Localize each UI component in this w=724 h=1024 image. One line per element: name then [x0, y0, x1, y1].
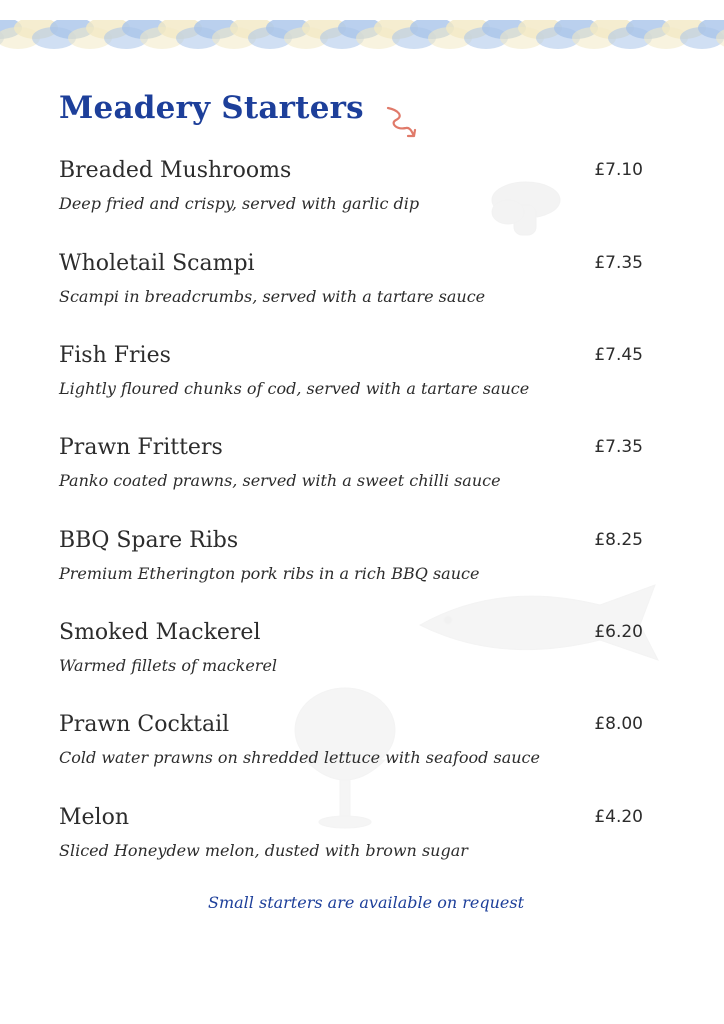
item-price: £6.20	[594, 622, 643, 642]
item-description: Scampi in breadcrumbs, served with a tartare sauce	[59, 287, 486, 306]
menu-item	[59, 528, 643, 608]
item-price: £7.45	[594, 345, 643, 365]
footnote: Small starters are available on request	[207, 893, 524, 912]
item-name: Smoked Mackerel	[59, 620, 261, 645]
item-name: Fish Fries	[59, 343, 171, 368]
item-description: Panko coated prawns, served with a sweet chilli sauce	[59, 471, 501, 490]
menu-item	[59, 158, 643, 238]
item-name: Prawn Cocktail	[59, 712, 230, 737]
item-description: Lightly floured chunks of cod, served with a tartare sauce	[59, 379, 530, 398]
item-name: Breaded Mushrooms	[59, 158, 292, 183]
item-price: £4.20	[594, 807, 643, 827]
item-price: £8.25	[594, 530, 643, 550]
menu-item	[59, 251, 643, 331]
menu-item	[59, 343, 643, 423]
item-description: Cold water prawns on shredded lettuce with seafood sauce	[59, 748, 540, 767]
item-price: £7.10	[594, 160, 643, 180]
page-title: Meadery Starters	[59, 90, 364, 126]
menu-item	[59, 435, 643, 515]
item-description: Warmed fillets of mackerel	[59, 656, 278, 675]
item-name: Melon	[59, 805, 129, 830]
menu-item	[59, 805, 643, 885]
wave-border	[0, 0, 724, 56]
item-description: Sliced Honeydew melon, dusted with brown sugar	[59, 841, 468, 860]
wave-top-mask	[0, 0, 724, 20]
menu-item	[59, 620, 643, 700]
item-name: BBQ Spare Ribs	[59, 528, 239, 553]
item-price: £7.35	[594, 437, 643, 457]
item-price: £7.35	[594, 253, 643, 273]
squiggle-arrow-icon	[384, 104, 420, 140]
item-description: Premium Etherington pork ribs in a rich BBQ sauce	[59, 564, 480, 583]
item-name: Prawn Fritters	[59, 435, 223, 460]
item-description: Deep fried and crispy, served with garlic dip	[59, 194, 420, 213]
menu-item	[59, 712, 643, 792]
item-price: £8.00	[594, 714, 643, 734]
item-name: Wholetail Scampi	[59, 251, 255, 276]
